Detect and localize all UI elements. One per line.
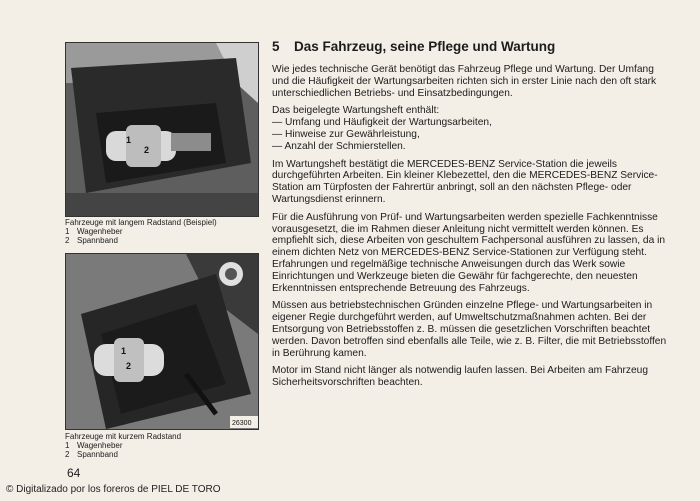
caption-item-number: 1 <box>65 441 70 450</box>
paragraph: Müssen aus betriebstechnischen Gründen einzelne Pflege- und Wartungsarbeiten in eigener Regie durchgeführt werden, auf Umweltschutzmaßnahmen achten. Bei der Entsorgung von Betriebsstoffen z. B. müssen die gesetzlichen Vorschriften beachtet werden. Davon betroffen sind ebenfalls alle Teile, wie z. B. Filter, die mit Betriebsstoffen in Berührung kamen. <box>272 300 667 359</box>
list-intro: Das beigelegte Wartungsheft enthält: <box>272 105 440 117</box>
photo-label-2: 2 <box>126 361 132 371</box>
caption-title: Fahrzeuge mit kurzem Radstand <box>65 432 182 441</box>
caption-item-label: Wagenheber <box>77 227 123 236</box>
section-title: Das Fahrzeug, seine Pflege und Wartung <box>294 39 556 54</box>
photo-reference-code: 26300 <box>232 420 252 427</box>
caption-item <box>65 450 265 459</box>
caption-item-label: Spannband <box>77 450 118 459</box>
caption-item <box>65 227 265 236</box>
caption-item-number: 1 <box>65 227 70 236</box>
caption-title: Fahrzeuge mit langem Radstand (Beispiel) <box>65 218 217 227</box>
figure-caption-short <box>65 432 265 459</box>
paragraph: Im Wartungsheft bestätigt die MERCEDES-BENZ Service-Station die jeweils durchgeführten Arbeiten. Ein kleiner Klebezettel, den die MERCEDES-BENZ Service-Station am Türpfosten der Fahrertür anbringt, soll an den nächsten Pflege- oder Wartungsdienst erinnern. <box>272 158 658 205</box>
watermark-text: © Digitalizado por los foreros de PIEL DE TORO <box>6 484 221 495</box>
caption-item-label: Wagenheber <box>77 441 123 450</box>
section-heading <box>272 39 555 54</box>
section-number: 5 <box>272 39 280 54</box>
caption-item-number: 2 <box>65 450 70 459</box>
section-body <box>272 64 672 395</box>
figure-caption-long <box>65 218 265 245</box>
photo-label-2: 2 <box>144 145 150 155</box>
paragraph: Für die Ausführung von Prüf- und Wartungsarbeiten werden spezielle Fachkenntnisse vorausgesetzt, die im Rahmen dieser Anleitung nicht vermittelt werden können. Es empfiehlt sich, diese Arbeiten von geschultem Fachpersonal ausführen zu lassen, da in einem dichten Netz von MERCEDES-BENZ Service-Stationen zur Verfügung steht. Erfahrungen und regelmäßige technische Anweisungen durch das Werk sowie Einrichtungen und Werkzeuge bieten die Gewähr für fachgerechte, den neuesten Erkenntnissen entsprechende Betreuung des Fahrzeugs. <box>272 211 666 294</box>
list-item: — Hinweise zur Gewährleistung, <box>272 128 420 140</box>
list-item: — Umfang und Häufigkeit der Wartungsarbeiten, <box>272 117 492 129</box>
photo-short-wheelbase <box>65 253 259 430</box>
page-number: 64 <box>67 466 81 480</box>
paragraph: Motor im Stand nicht länger als notwendig laufen lassen. Bei Arbeiten am Fahrzeug Sicherheitsvorschriften beachten. <box>272 365 649 389</box>
caption-item-number: 2 <box>65 236 70 245</box>
caption-item <box>65 441 265 450</box>
caption-item-label: Spannband <box>77 236 118 245</box>
photo-long-wheelbase <box>65 42 259 217</box>
photo-label-1: 1 <box>126 135 132 145</box>
photo-label-1: 1 <box>121 346 127 356</box>
paragraph: Wie jedes technische Gerät benötigt das Fahrzeug Pflege und Wartung. Der Umfang und die Häufigkeit der Wartungsarbeiten richten sich in erster Linie nach den oft stark unterschiedlichen Betriebs- und Einsatzbedingungen. <box>272 64 657 99</box>
caption-item <box>65 236 265 245</box>
list-item: — Anzahl der Schmierstellen. <box>272 140 406 152</box>
paragraph <box>272 105 672 152</box>
